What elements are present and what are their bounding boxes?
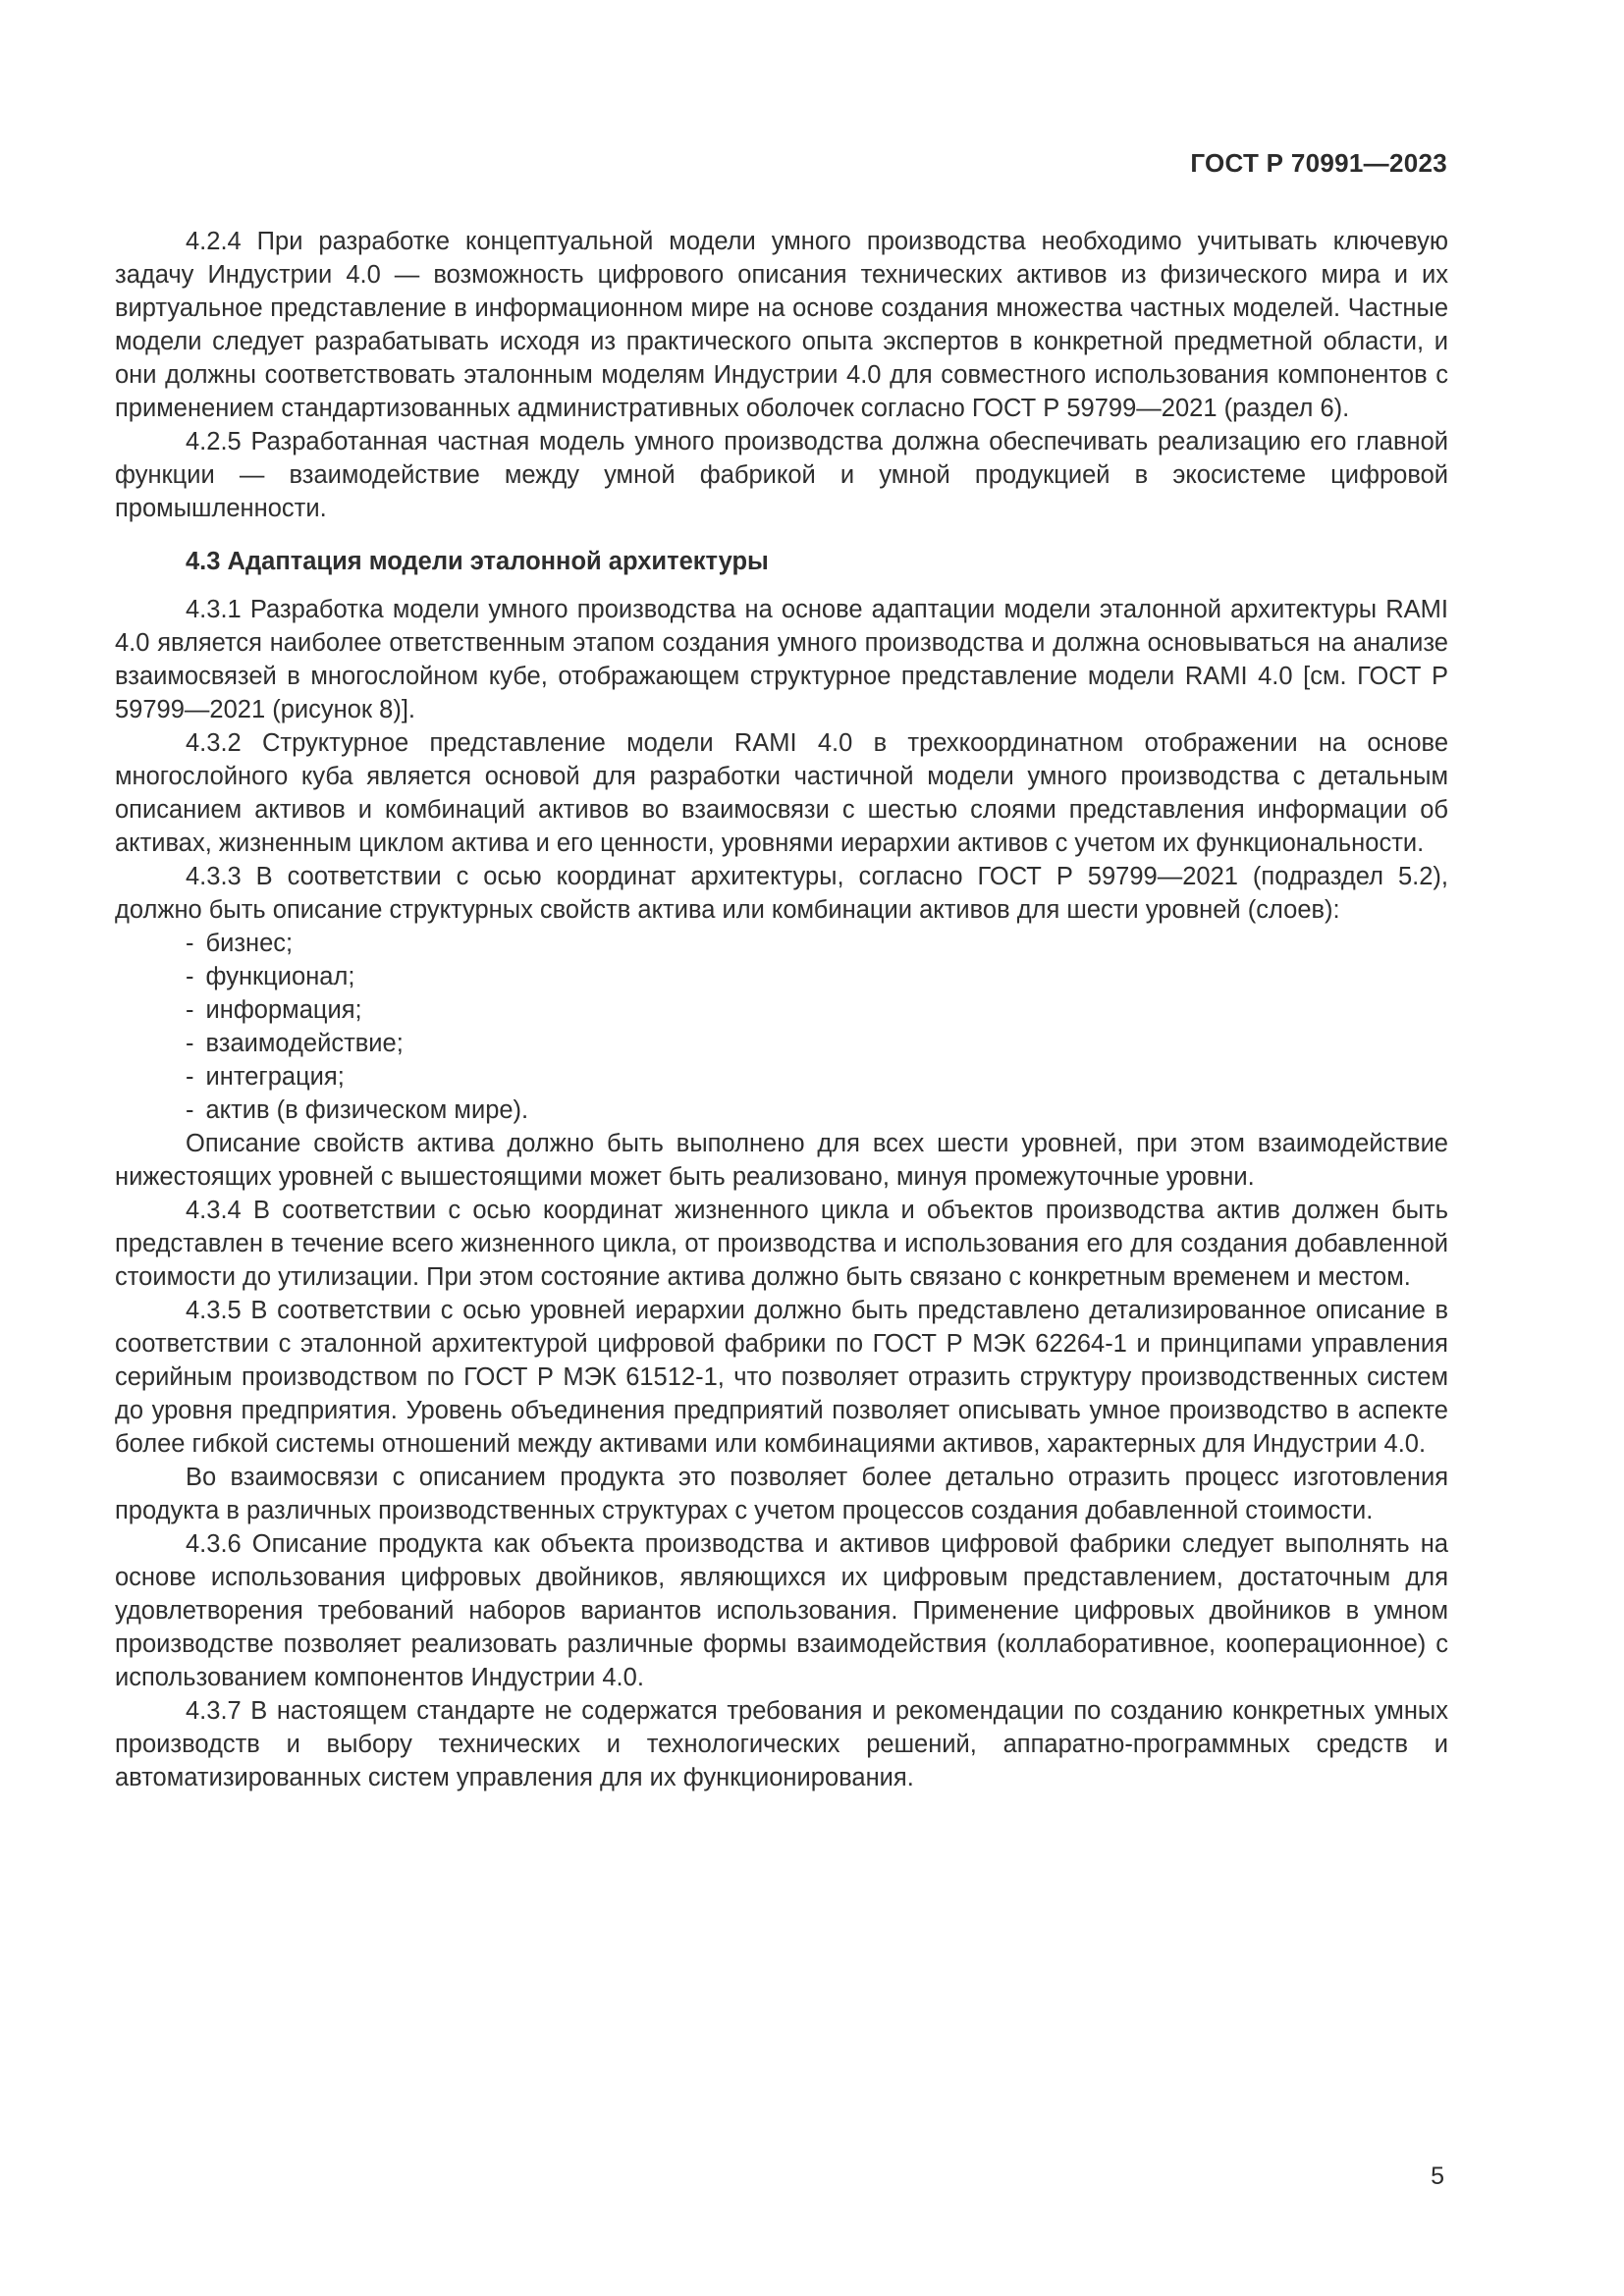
list-item-text: функционал; (205, 963, 355, 990)
document-id-header: ГОСТ Р 70991—2023 (1190, 148, 1447, 178)
paragraph-4-3-5: 4.3.5 В соответствии с осью уровней иерархии должно быть представлено детализированное описание в соответствии с эталонной архитектурой цифровой фабрики по ГОСТ Р МЭК 62264-1 и принципами управления серийным производством по ГОСТ Р МЭК 61512-1, что позволяет отразить структуру производственных систем до уровня предприятия. Уровень объединения предприятий позволяет описывать умное производство в аспекте более гибкой системы отношений между активами или комбинациями активов, характерных для Индустрии 4.0. (115, 1297, 1448, 1458)
list-item-text: интеграция; (205, 1063, 345, 1091)
paragraph-product-description: Во взаимосвязи с описанием продукта это позволяет более детально отразить процесс изготовления продукта в различных производственных структурах с учетом процессов создания добавленной стоимости. (115, 1464, 1448, 1524)
list-item (115, 993, 1448, 1027)
list-item-text: взаимодействие; (205, 1030, 404, 1057)
section-heading-4-3: 4.3 Адаптация модели эталонной архитектуры (186, 548, 769, 575)
list-item (115, 1027, 1448, 1060)
layers-list (115, 927, 1448, 1127)
list-dash: - (186, 963, 194, 990)
list-item-text: информация; (205, 996, 362, 1024)
list-item (115, 960, 1448, 993)
paragraph-4-3-6: 4.3.6 Описание продукта как объекта производства и активов цифровой фабрики следует выполнять на основе использования цифровых двойников, являющихся их цифровым представлением, достаточным для удовлетворения требований наборов вариантов использования. Применение цифровых двойников в умном производстве позволяет реализовать различные формы взаимодействия (коллаборативное, кооперационное) с использованием компонентов Индустрии 4.0. (115, 1530, 1448, 1691)
list-dash: - (186, 1063, 194, 1091)
paragraph-asset-properties: Описание свойств актива должно быть выполнено для всех шести уровней, при этом взаимодействие нижестоящих уровней с вышестоящими может быть реализовано, минуя промежуточные уровни. (115, 1130, 1448, 1191)
paragraph-4-3-3: 4.3.3 В соответствии с осью координат архитектуры, согласно ГОСТ Р 59799—2021 (подраздел 5.2), должно быть описание структурных свойств актива или комбинации активов для шести уровней (слоев): (115, 863, 1448, 924)
list-dash: - (186, 996, 194, 1024)
paragraph-4-2-5: 4.2.5 Разработанная частная модель умного производства должна обеспечивать реализацию его главной функции — взаимодействие между умной фабрикой и умной продукцией в экосистеме цифровой промышленности. (115, 428, 1448, 522)
paragraph-4-3-2: 4.3.2 Структурное представление модели RAMI 4.0 в трехкоординатном отображении на основе многослойного куба является основой для разработки частичной модели умного производства с детальным описанием активов и комбинаций активов во взаимосвязи с шестью слоями представления информации об активах, жизненным циклом актива и его ценности, уровнями иерархии активов с учетом их функциональности. (115, 729, 1448, 857)
list-dash: - (186, 1030, 194, 1057)
list-item-text: актив (в физическом мире). (205, 1096, 529, 1124)
page-number: 5 (1431, 2163, 1444, 2190)
paragraph-4-3-7: 4.3.7 В настоящем стандарте не содержатся требования и рекомендации по созданию конкретных умных производств и выбору технических и технологических решений, аппаратно-программных средств и автоматизированных систем управления для их функционирования. (115, 1697, 1448, 1791)
list-item (115, 1060, 1448, 1094)
paragraph-4-2-4: 4.2.4 При разработке концептуальной модели умного производства необходимо учитывать ключевую задачу Индустрии 4.0 — возможность цифрового описания технических активов из физического мира и их виртуальное представление в информационном мире на основе создания множества частных моделей. Частные модели следует разрабатывать исходя из практического опыта экспертов в конкретной предметной области, и они должны соответствовать эталонным моделям Индустрии 4.0 для совместного использования компонентов с применением стандартизованных административных оболочек согласно ГОСТ Р 59799—2021 (раздел 6). (115, 228, 1448, 422)
list-item (115, 927, 1448, 960)
document-body (115, 225, 1448, 1794)
list-dash: - (186, 930, 194, 957)
paragraph-4-3-4: 4.3.4 В соответствии с осью координат жизненного цикла и объектов производства актив должен быть представлен в течение всего жизненного цикла, от производства и использования его для создания добавленной стоимости до утилизации. При этом состояние актива должно быть связано с конкретным временем и местом. (115, 1197, 1448, 1291)
list-item-text: бизнес; (205, 930, 294, 957)
list-dash: - (186, 1096, 194, 1124)
list-item (115, 1094, 1448, 1127)
paragraph-4-3-1: 4.3.1 Разработка модели умного производства на основе адаптации модели эталонной архитектуры RAMI 4.0 является наиболее ответственным этапом создания умного производства и должна основываться на анализе взаимосвязей в многослойном кубе, отображающем структурное представление модели RAMI 4.0 [см. ГОСТ Р 59799—2021 (рисунок 8)]. (115, 596, 1448, 723)
